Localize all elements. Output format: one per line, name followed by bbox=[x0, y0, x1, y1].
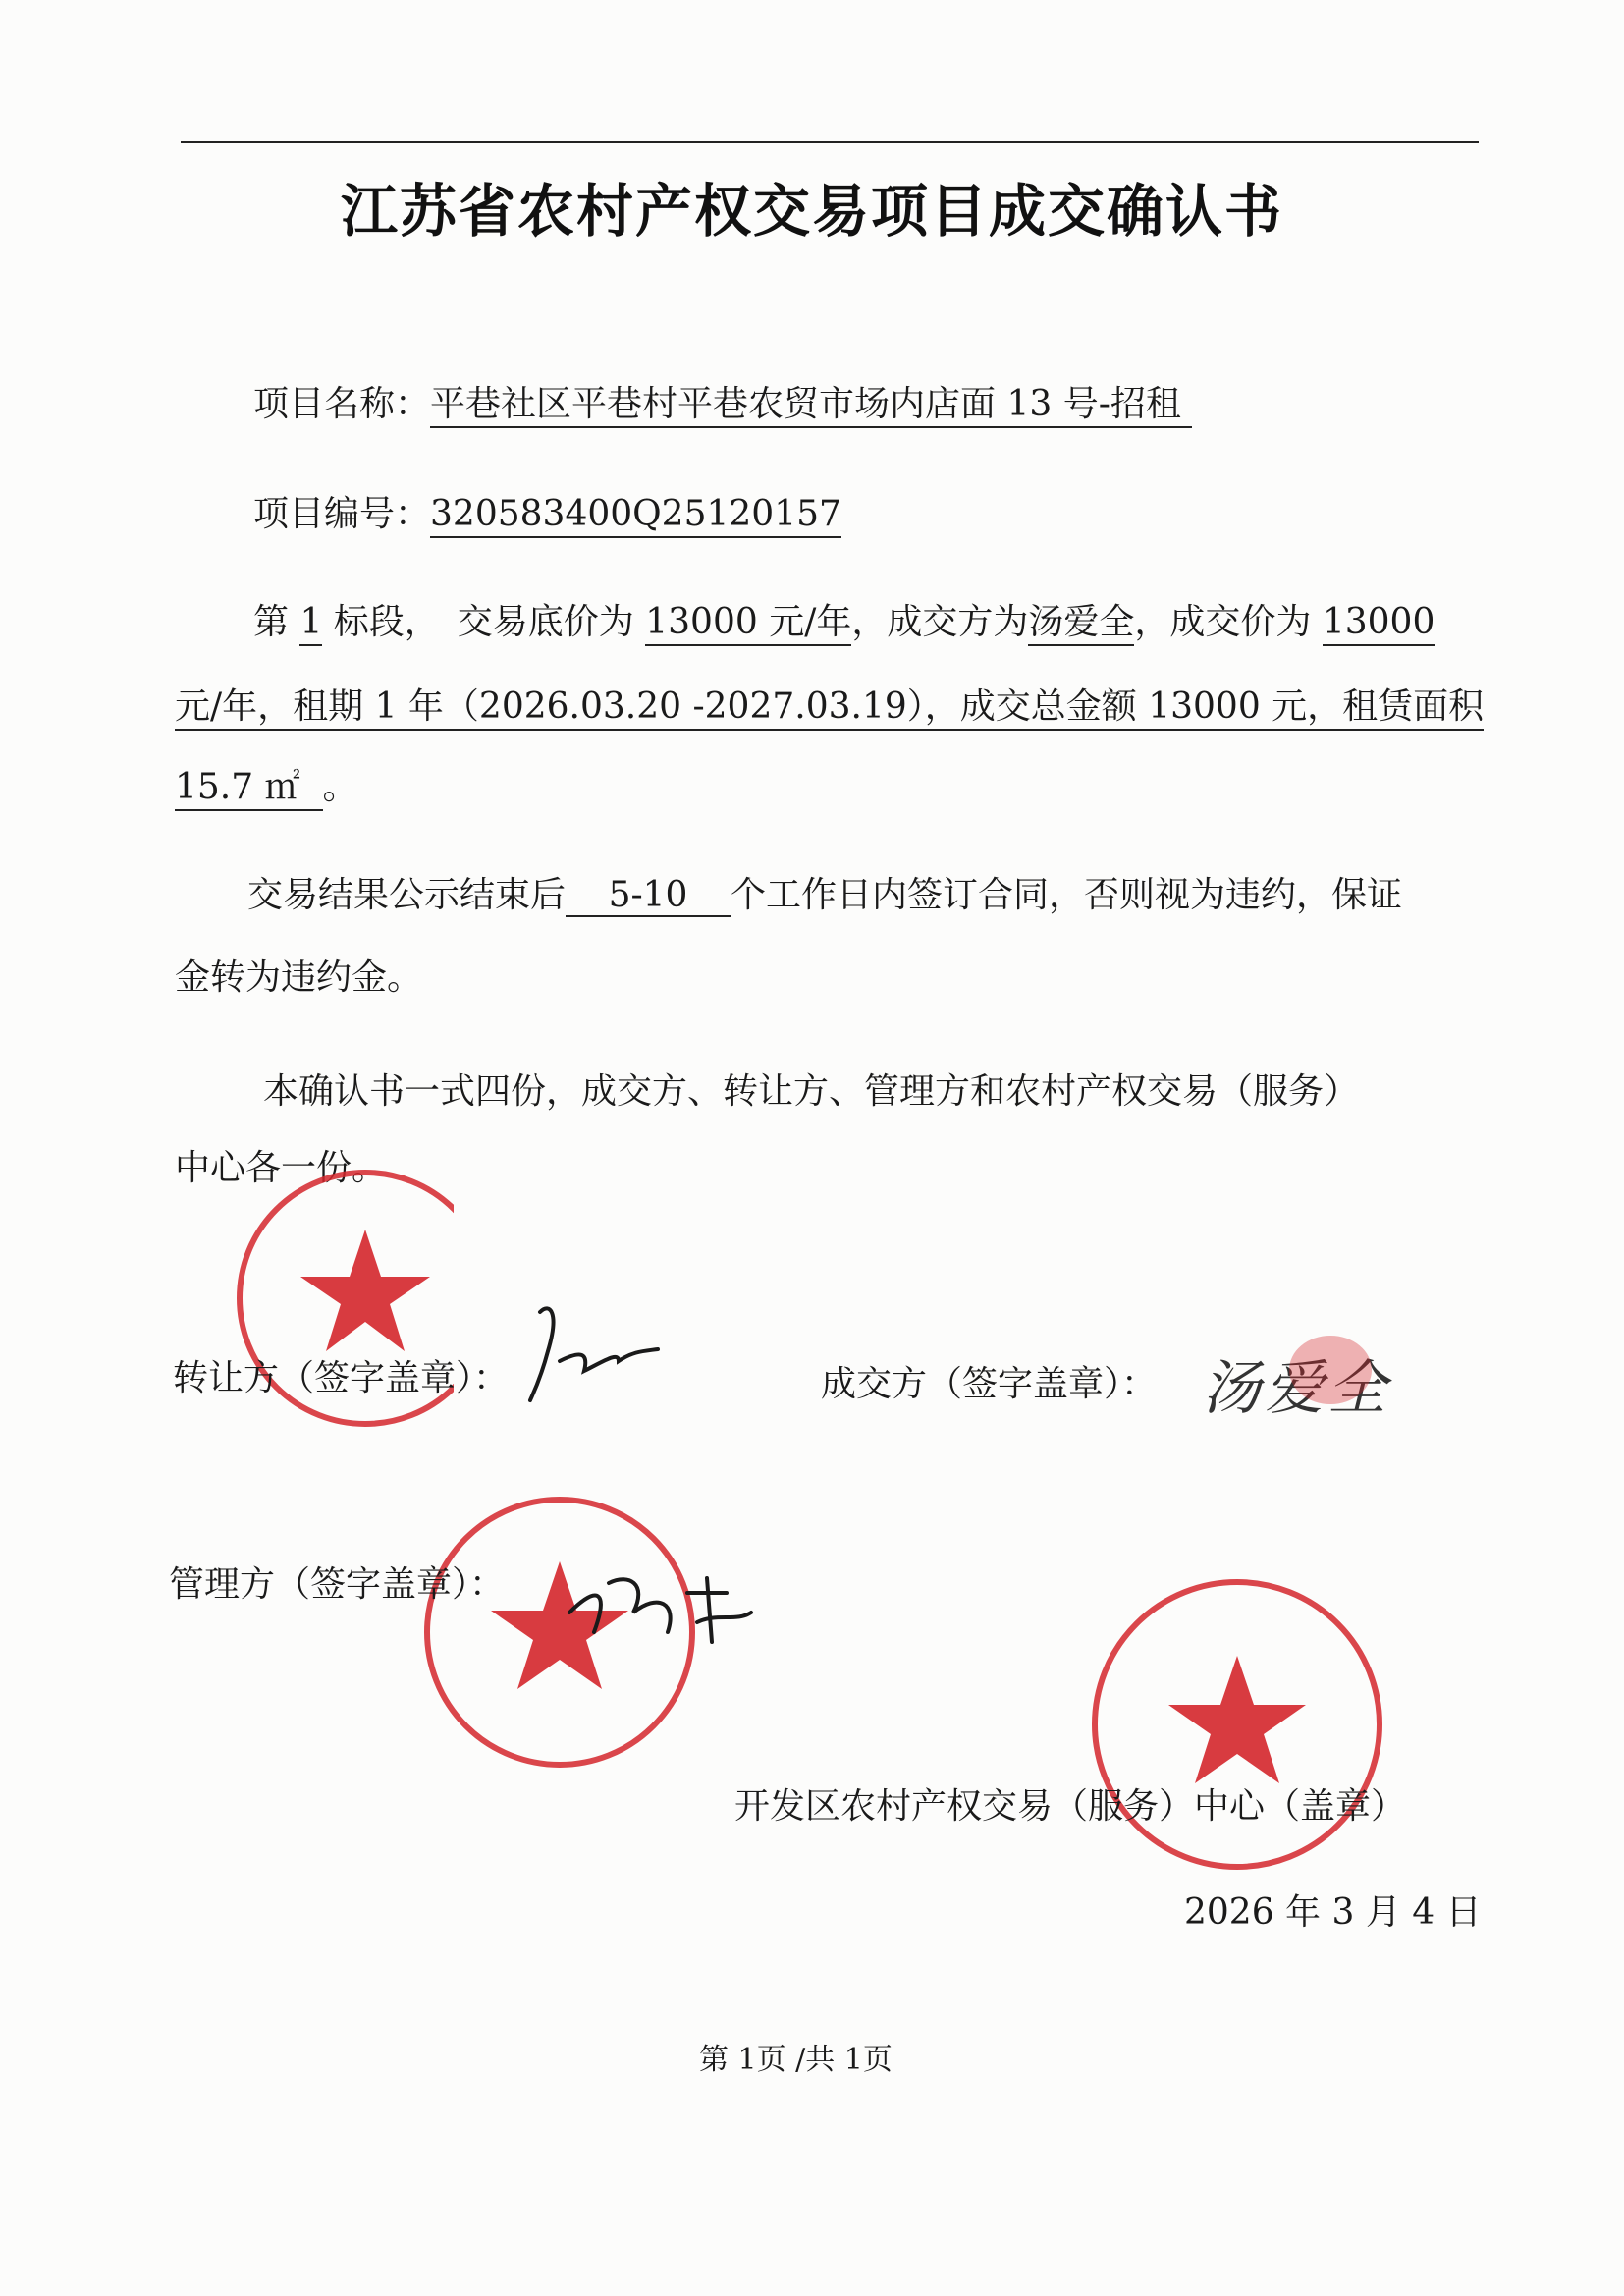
sign-clause-line-2: 金转为违约金。 bbox=[175, 957, 423, 998]
project-number-value: 320583400Q25120157 bbox=[430, 494, 841, 538]
center-seal-label: 开发区农村产权交易（服务）中心（盖章） bbox=[734, 1786, 1407, 1827]
lot-text-2: ，成交方为 bbox=[851, 602, 1029, 642]
project-number-row bbox=[253, 494, 841, 534]
fingerprint-mark bbox=[1276, 1326, 1384, 1414]
sign-clause-text-2: 个工作日内签订合同，否则视为违约，保证 bbox=[731, 875, 1403, 915]
copies-line-2: 中心各一份。 bbox=[175, 1148, 388, 1188]
lot-text-3: ，成交价为 bbox=[1134, 602, 1323, 642]
manager-sign-label: 管理方（签字盖章）： bbox=[169, 1564, 506, 1605]
project-name-row bbox=[253, 384, 1192, 424]
copies-line-1: 本确认书一式四份，成交方、转让方、管理方和农村产权交易（服务） bbox=[263, 1071, 1360, 1112]
sign-days: 5-10 bbox=[566, 878, 731, 917]
lot-line-1 bbox=[253, 602, 1435, 642]
lot-end: 。 bbox=[322, 767, 358, 807]
document-title: 江苏省农村产权交易项目成交确认书 bbox=[340, 178, 1283, 245]
project-number-label: 项目编号： bbox=[253, 494, 431, 534]
document-date: 2026 年 3 月 4 日 bbox=[1184, 1892, 1482, 1933]
lot-prefix: 第 bbox=[253, 602, 300, 642]
sign-clause-text-1: 交易结果公示结束后 bbox=[247, 875, 567, 915]
transferor-seal bbox=[218, 1131, 454, 1446]
lease-area: 15.7 ㎡ bbox=[175, 767, 300, 811]
buyer-signature: 汤爱全 bbox=[1202, 1354, 1390, 1423]
lot-terms: 元/年，租期 1 年（2026.03.20 -2027.03.19），成交总金额 13000 元，租赁面积 bbox=[175, 686, 1484, 731]
center-seal bbox=[1080, 1567, 1394, 1882]
lot-line-3 bbox=[175, 767, 358, 807]
transferor-signature bbox=[511, 1292, 677, 1410]
manager-signature bbox=[540, 1554, 776, 1662]
lot-number: 1 bbox=[299, 602, 322, 646]
base-price: 13000 元/年 bbox=[645, 602, 851, 646]
lot-line-2 bbox=[175, 686, 1485, 727]
winner-name: 汤爱全 bbox=[1028, 602, 1134, 646]
top-rule bbox=[181, 141, 1479, 143]
project-name-label: 项目名称： bbox=[253, 384, 431, 424]
lot-text-1: 标段， 交易底价为 bbox=[322, 602, 646, 642]
project-name-value: 平巷社区平巷村平巷农贸市场内店面 13 号-招租 bbox=[430, 384, 1181, 428]
deal-price: 13000 bbox=[1323, 602, 1435, 646]
sign-clause-line-1 bbox=[247, 875, 1403, 917]
buyer-sign-label: 成交方（签字盖章）： bbox=[821, 1364, 1158, 1404]
page-footer: 第 1页 /共 1页 bbox=[699, 2043, 893, 2077]
transferor-sign-label: 转让方（签字盖章）： bbox=[173, 1358, 510, 1398]
